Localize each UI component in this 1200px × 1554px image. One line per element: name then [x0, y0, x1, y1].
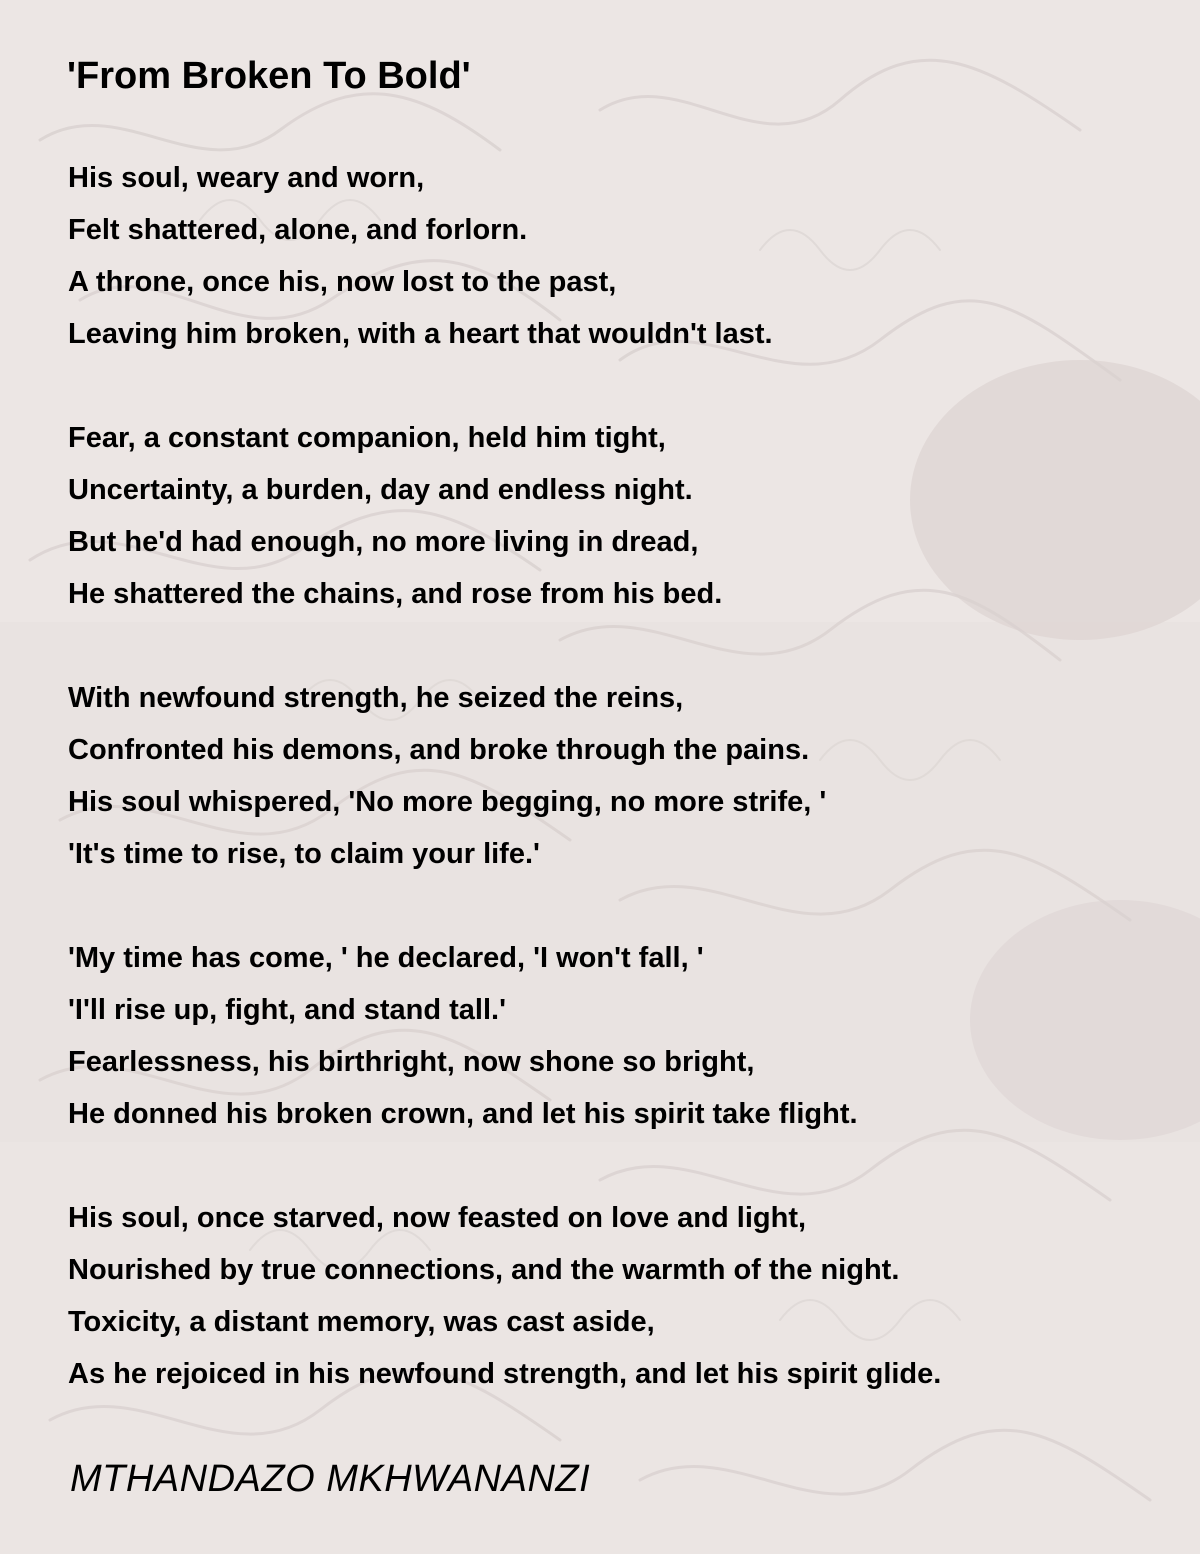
- poem-line: Toxicity, a distant memory, was cast aside,: [68, 1306, 655, 1338]
- poem-line: Nourished by true connections, and the warmth of the night.: [68, 1254, 900, 1286]
- stanza: [68, 1192, 941, 1400]
- poem-line: His soul, weary and worn,: [68, 162, 425, 194]
- poem-line: Felt shattered, alone, and forlorn.: [68, 214, 528, 246]
- stanza: [68, 152, 941, 360]
- poem-title: 'From Broken To Bold': [67, 55, 471, 97]
- poem-line: A throne, once his, now lost to the past,: [68, 266, 617, 298]
- stanza: [68, 932, 941, 1140]
- stanza-break: [68, 880, 941, 932]
- poem-line: As he rejoiced in his newfound strength, and let his spirit glide.: [68, 1358, 942, 1390]
- stanza: [68, 412, 941, 620]
- poem-line: 'I'll rise up, fight, and stand tall.': [68, 994, 507, 1026]
- poem-line: He donned his broken crown, and let his spirit take flight.: [68, 1098, 858, 1130]
- poem-line: Uncertainty, a burden, day and endless night.: [68, 474, 693, 506]
- poem-author: MTHANDAZO MKHWANANZI: [70, 1458, 591, 1500]
- poem-line: With newfound strength, he seized the reins,: [68, 682, 684, 714]
- poem-line: Confronted his demons, and broke through the pains.: [68, 734, 810, 766]
- stanza-break: [68, 360, 941, 412]
- stanza-break: [68, 620, 941, 672]
- poem-line: But he'd had enough, no more living in dread,: [68, 526, 699, 558]
- poem-line: He shattered the chains, and rose from his bed.: [68, 578, 723, 610]
- poem-line: 'It's time to rise, to claim your life.': [68, 838, 540, 870]
- poem-line: Leaving him broken, with a heart that wouldn't last.: [68, 318, 773, 350]
- stanza: [68, 672, 941, 880]
- stanza-break: [68, 1140, 941, 1192]
- poem-line: His soul whispered, 'No more begging, no more strife, ': [68, 786, 827, 818]
- poem-line: Fear, a constant companion, held him tight,: [68, 422, 666, 454]
- poem-line: 'My time has come, ' he declared, 'I won't fall, ': [68, 942, 704, 974]
- poem-line: Fearlessness, his birthright, now shone so bright,: [68, 1046, 755, 1078]
- poem-body: [68, 152, 941, 1400]
- poem-line: His soul, once starved, now feasted on love and light,: [68, 1202, 807, 1234]
